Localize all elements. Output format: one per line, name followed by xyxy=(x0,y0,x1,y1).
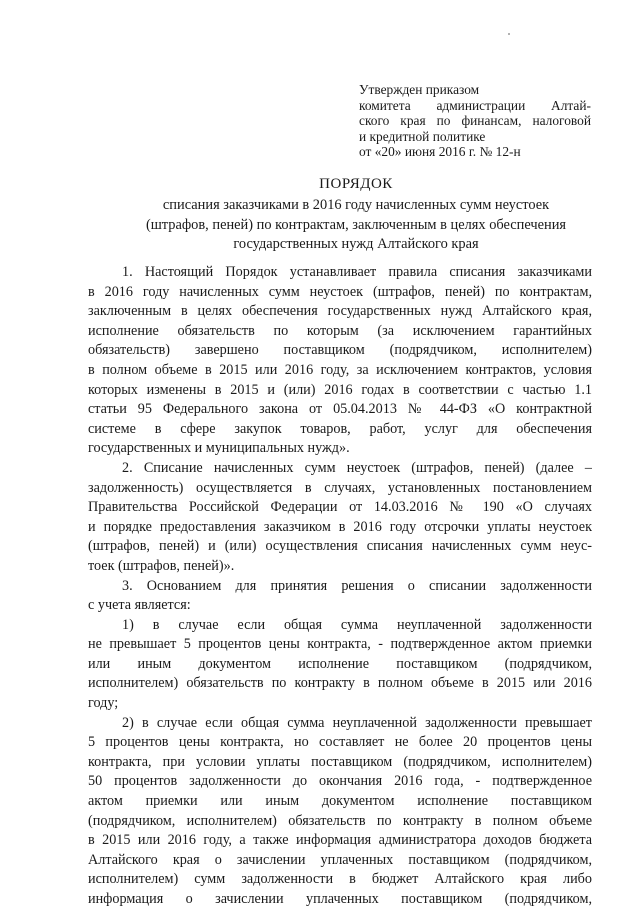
body-line: (подрядчиком, исполнителем) обязательств по контракту в полном объеме xyxy=(88,812,592,829)
body-line: тоек (штрафов, пеней)». xyxy=(88,557,235,574)
body-line: актом приемки или иным документом исполнение поставщиком xyxy=(88,793,592,810)
body-line: которых изменены в 2015 и (или) 2016 годах в соответствии с частью 1.1 xyxy=(88,381,592,398)
paragraph-3-item-2 xyxy=(88,714,592,910)
body-line: исполнителем) сумм задолженности в бюджет Алтайского края либо xyxy=(88,871,592,888)
approval-line: комитета администрации Алтай- xyxy=(359,97,591,113)
body-line: Алтайского края о зачислении уплаченных поставщиком (подрядчиком, xyxy=(88,851,592,868)
body-line: (штрафов, пеней) и (или) осуществления списания начисленных сумм неус- xyxy=(88,538,592,555)
scan-speck xyxy=(508,33,510,35)
subtitle-line: списания заказчиками в 2016 году начисленных сумм неустоек xyxy=(162,197,550,213)
body-line: 2) в случае если общая сумма неуплаченной задолженности превышает xyxy=(122,714,592,731)
body-line: 5 процентов цены контракта, но составляет не более 20 процентов цены xyxy=(88,734,592,751)
body-line: статьи 95 Федерального закона от 05.04.2013 № 44-ФЗ «О контрактной xyxy=(88,401,592,418)
approval-line: Утвержден приказом xyxy=(359,82,480,97)
approval-line: ского края по финансам, налоговой xyxy=(359,113,591,128)
subtitle-line: (штрафов, пеней) по контрактам, заключенным в целях обеспечения xyxy=(145,216,567,233)
body-line: году; xyxy=(88,695,119,712)
document-body xyxy=(88,263,592,910)
body-line: исполнителем) обязательств по контракту в полном объеме в 2015 или 2016 xyxy=(88,675,592,692)
body-line: в 2015 или 2016 году, а также информация администратора доходов бюджета xyxy=(88,832,592,849)
paragraph-3-item-1 xyxy=(88,616,592,714)
body-line: задолженность) осуществляется в случаях, установленных постановлением xyxy=(88,479,592,496)
paragraph-3 xyxy=(88,577,592,616)
body-line: с учета является: xyxy=(88,597,191,614)
body-line: системе в сфере закупок товаров, работ, услуг для обеспечения xyxy=(88,420,592,437)
body-line: контракта, при условии уплаты поставщиком (подрядчиком, исполнителем) xyxy=(88,753,592,770)
body-line: информация о зачислении уплаченных поставщиком (подрядчиком, xyxy=(88,891,592,907)
body-line: и порядке предоставления заказчиком в 2016 году отсрочки уплаты неустоек xyxy=(88,518,592,535)
approval-line: и кредитной политике xyxy=(359,128,486,144)
paragraph-2 xyxy=(88,459,592,577)
body-line: 2. Списание начисленных сумм неустоек (штрафов, пеней) (далее – xyxy=(122,459,592,476)
body-line: в полном объеме в 2015 или 2016 году, за исключением контрактов, условия xyxy=(88,361,592,378)
body-line: 1. Настоящий Порядок устанавливает правила списания заказчиками xyxy=(122,264,592,280)
document-subtitle xyxy=(90,196,622,255)
body-line: в 2016 году начисленных сумм неустоек (штрафов, пеней) по контрактам, xyxy=(88,283,592,300)
body-line: не превышает 5 процентов цены контракта, - подтвержденное актом приемки xyxy=(88,636,592,653)
body-line: 3. Основанием для принятия решения о списании задолженности xyxy=(122,577,592,594)
body-line: 50 процентов задолженности до окончания 2016 года, - подтвержденное xyxy=(88,773,592,790)
approval-line: от «20» июня 2016 г. № 12-н xyxy=(359,144,521,159)
approval-stamp xyxy=(359,82,591,160)
body-line: обязательств) завершено поставщиком (подрядчиком, исполнителем) xyxy=(88,342,592,359)
document-title: ПОРЯДОК xyxy=(319,176,393,192)
body-line: государственных и муниципальных нужд». xyxy=(88,440,350,457)
body-line: исполнение обязательств по которым (за исключением гарантийных xyxy=(88,322,592,339)
body-line: заключенным в целях обеспечения государственных нужд Алтайского края, xyxy=(88,303,592,320)
subtitle-line: государственных нужд Алтайского края xyxy=(233,236,479,252)
body-line: или иным документом исполнение поставщиком (подрядчиком, xyxy=(88,655,592,672)
paragraph-1 xyxy=(88,263,592,459)
body-line: 1) в случае если общая сумма неуплаченной задолженности xyxy=(122,616,592,633)
body-line: Правительства Российской Федерации от 14.03.2016 № 190 «О случаях xyxy=(88,499,592,516)
